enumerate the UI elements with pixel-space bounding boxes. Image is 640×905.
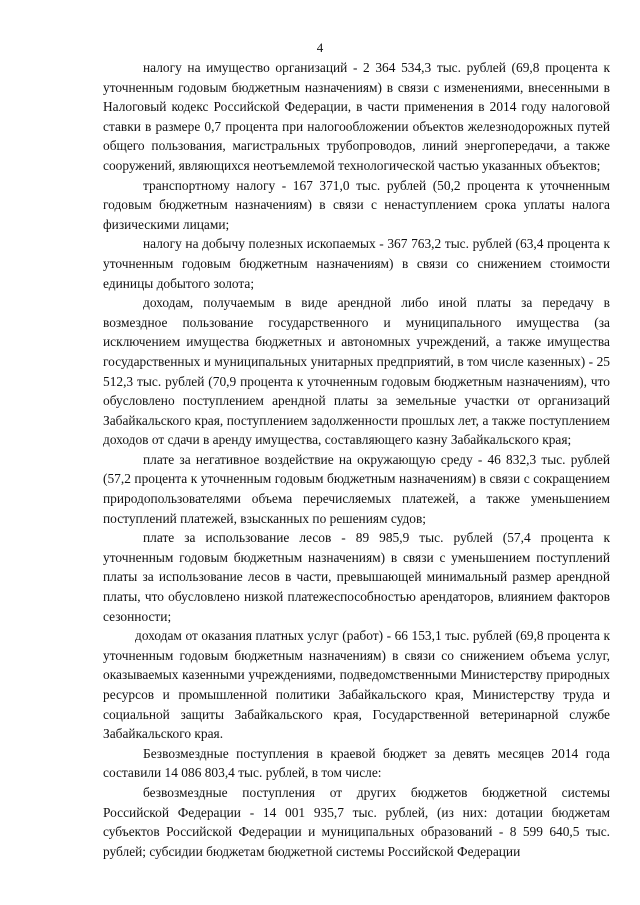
paragraph-mineral-extraction-tax: налогу на добычу полезных ископаемых - 367 763,2 тыс. рублей (63,4 процента к уточненным годовым бюджетным назначениям) в связи со снижением стоимости единицы добытого золота;	[103, 236, 610, 291]
body-text	[103, 58, 610, 861]
paragraph-transfers-from-budgets: безвозмездные поступления от других бюджетов бюджетной системы Российской Федерации - 14 001 935,7 тыс. рублей, (из них: дотации бюджетам субъектов Российской Федерации и муниципальных образований - 8 599 640,5 тыс. рублей; субсидии бюджетам бюджетной системы Российской Федерации	[103, 784, 610, 859]
paragraph-forest-fee: плате за использование лесов - 89 985,9 тыс. рублей (57,4 процента к уточненным годовым бюджетным назначениям) в связи с уменьшением поступлений платы за использование лесов в части, превышающей минимальный размер арендной платы, что обусловлено низкой платежеспособностью арендаторов, влиянием факторов сезонности;	[103, 530, 610, 624]
paragraph-paid-services: доходам от оказания платных услуг (работ) - 66 153,1 тыс. рублей (69,8 процента к уточненным годовым бюджетным назначениям) в связи со снижением объема услуг, оказываемых казенными учреждениями, подведомственными Министерству природных ресурсов и промышленной политики Забайкальского края, Министерству труда и социальной защиты Забайкальского края, Государственной ветеринарной службе Забайкальского края.	[103, 628, 610, 742]
paragraph-environmental-fee: плате за негативное воздействие на окружающую среду - 46 832,3 тыс. рублей (57,2 процента к уточненным годовым бюджетным назначениям) в связи с сокращением природопользователями объема перечисляемых платежей, а также уменьшением поступлений платежей, взысканных по решениям судов;	[103, 451, 610, 526]
paragraph-gratuitous-receipts: Безвозмездные поступления в краевой бюджет за девять месяцев 2014 года составили 14 086 803,4 тыс. рублей, в том числе:	[103, 745, 610, 781]
paragraph-rental-income: доходам, получаемым в виде арендной либо иной платы за передачу в возмездное пользование государственного и муниципального имущества (за исключением имущества бюджетных и автономных учреждений, а также имущества государственных и муниципальных унитарных предприятий, в том числе казенных) - 25 512,3 тыс. рублей (70,9 процента к уточненным годовым бюджетным назначениям), что обусловлено поступлением арендной платы за земельные участки от организаций Забайкальского края, поступлением задолженности прошлых лет, а также поступлением доходов от сдачи в аренду имущества, составляющего казну Забайкальского края;	[103, 295, 610, 448]
page-number: 4	[316, 40, 324, 55]
paragraph-transport-tax: транспортному налогу - 167 371,0 тыс. рублей (50,2 процента к уточненным годовым бюджетным назначениям) в связи с ненаступлением срока уплаты налога физическими лицами;	[103, 177, 610, 232]
paragraph-property-tax: налогу на имущество организаций - 2 364 534,3 тыс. рублей (69,8 процента к уточненным годовым бюджетным назначениям) в связи с изменениями, внесенными в Налоговый кодекс Российской Федерации, в части применения в 2014 году налоговой ставки в размере 0,7 процента при налогообложении объектов железнодорожных путей общего пользования, магистральных трубопроводов, линий энергопередачи, а также сооружений, являющихся неотъемлемой технологической частью указанных объектов;	[103, 60, 610, 173]
